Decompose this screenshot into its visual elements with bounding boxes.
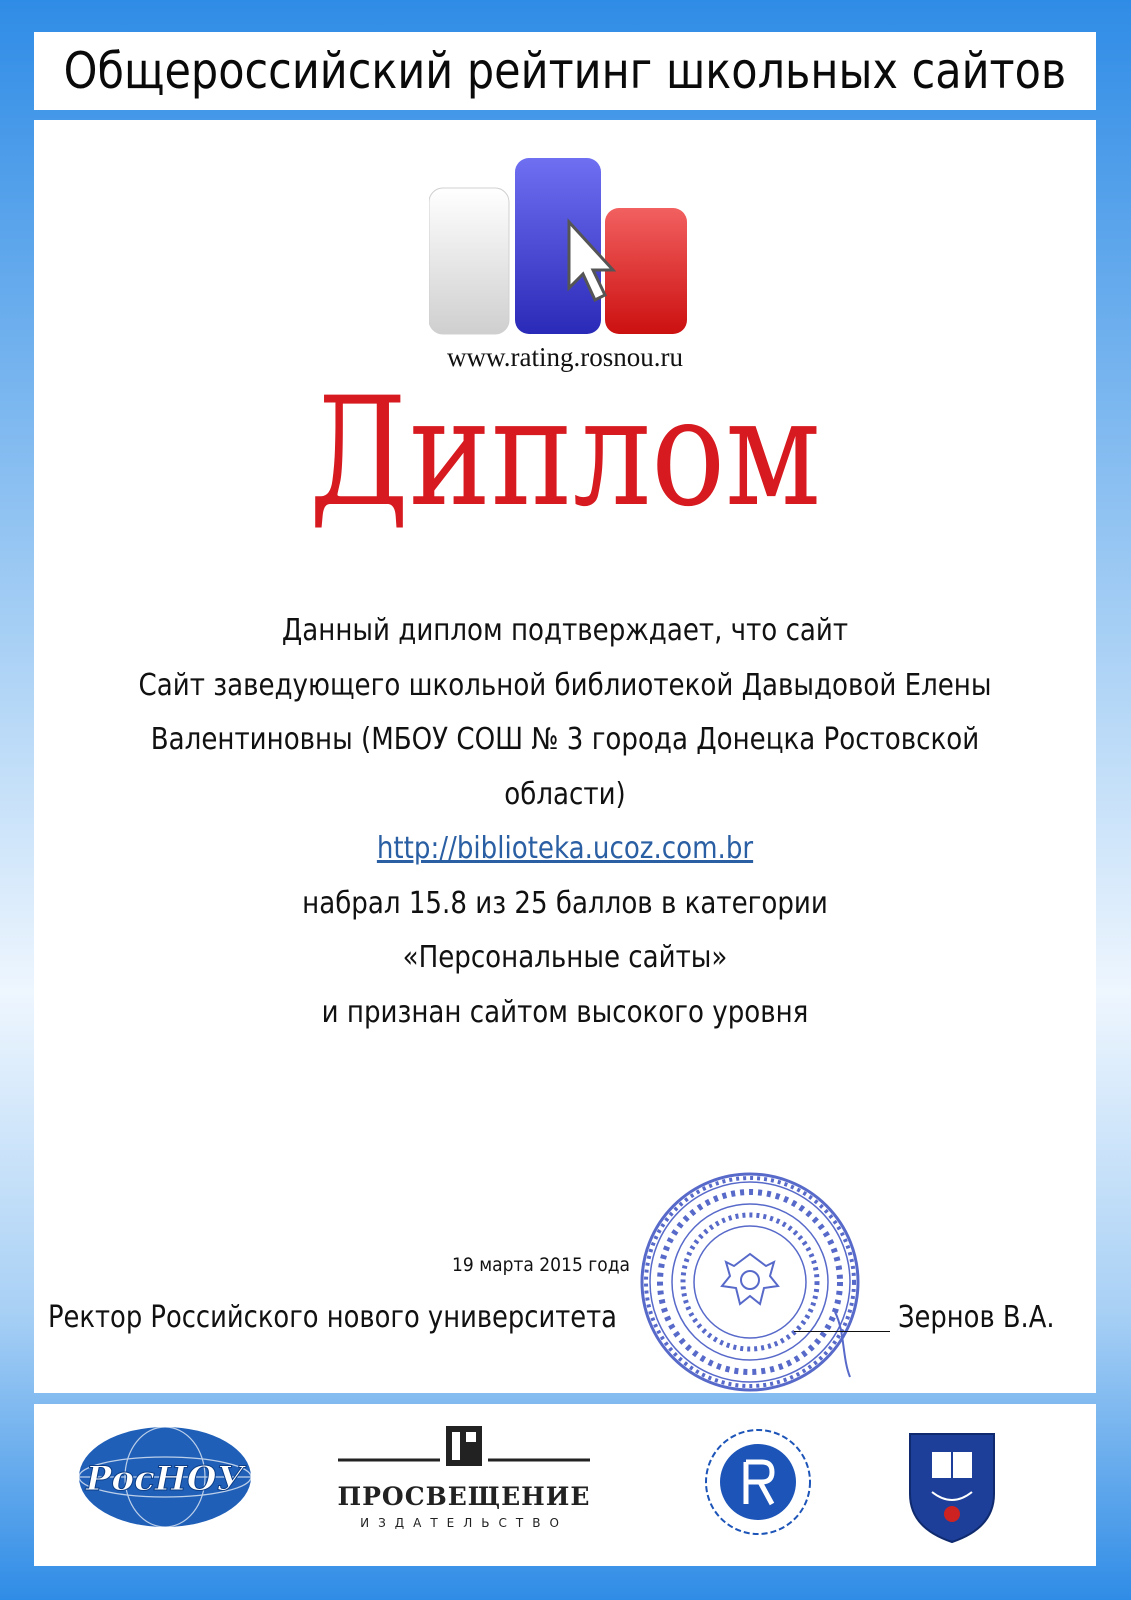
partners-bar <box>34 1404 1096 1566</box>
category-line: «Персональные сайты» <box>402 940 728 975</box>
signer-name: Зернов В.А. <box>898 1300 1055 1335</box>
site-name-line-3: области) <box>504 776 626 812</box>
score-line: набрал 15.8 из 25 баллов в категории <box>302 885 828 921</box>
result-line: и признан сайтом высокого уровня <box>321 994 809 1030</box>
site-url-link[interactable] <box>103 822 1027 877</box>
site-name-line-1: Сайт заведующего школьной библиотекой Давыдовой Елены <box>138 667 992 703</box>
rosnou-logo-text: РосНОУ <box>85 1459 245 1499</box>
diploma-body <box>34 120 1096 1393</box>
issue-date: 19 марта 2015 года <box>452 1254 631 1276</box>
prosveshchenie-name: ПРОСВЕЩЕНИЕ <box>337 1482 591 1511</box>
confirm-line: Данный диплом подтверждает, что сайт <box>281 613 849 648</box>
site-url-text[interactable]: http://biblioteka.ucoz.com.br <box>376 831 754 866</box>
diploma-title: Диплом <box>309 366 821 540</box>
page-title: Общероссийский рейтинг школьных сайтов <box>63 42 1067 100</box>
rector-title: Ректор Российского нового университета <box>48 1300 617 1335</box>
hse-logo-icon <box>702 1418 814 1546</box>
ministry-shield-icon <box>902 1428 1002 1546</box>
bar-cursor-logo-icon <box>429 158 691 338</box>
prosveshchenie-logo <box>334 1424 594 1539</box>
signature-line <box>794 1331 890 1332</box>
header-bar <box>34 32 1096 110</box>
logo-url-text: www.rating.rosnou.ru <box>447 342 683 372</box>
diploma-text <box>34 604 1096 1040</box>
rosnou-logo <box>76 1422 254 1532</box>
site-name-line-2: Валентиновны (МБОУ СОШ № 3 города Донецка Ростовской <box>150 722 980 757</box>
prosveshchenie-subtitle: ИЗДАТЕЛЬСТВО <box>360 1516 568 1530</box>
university-seal-icon <box>630 1162 870 1402</box>
